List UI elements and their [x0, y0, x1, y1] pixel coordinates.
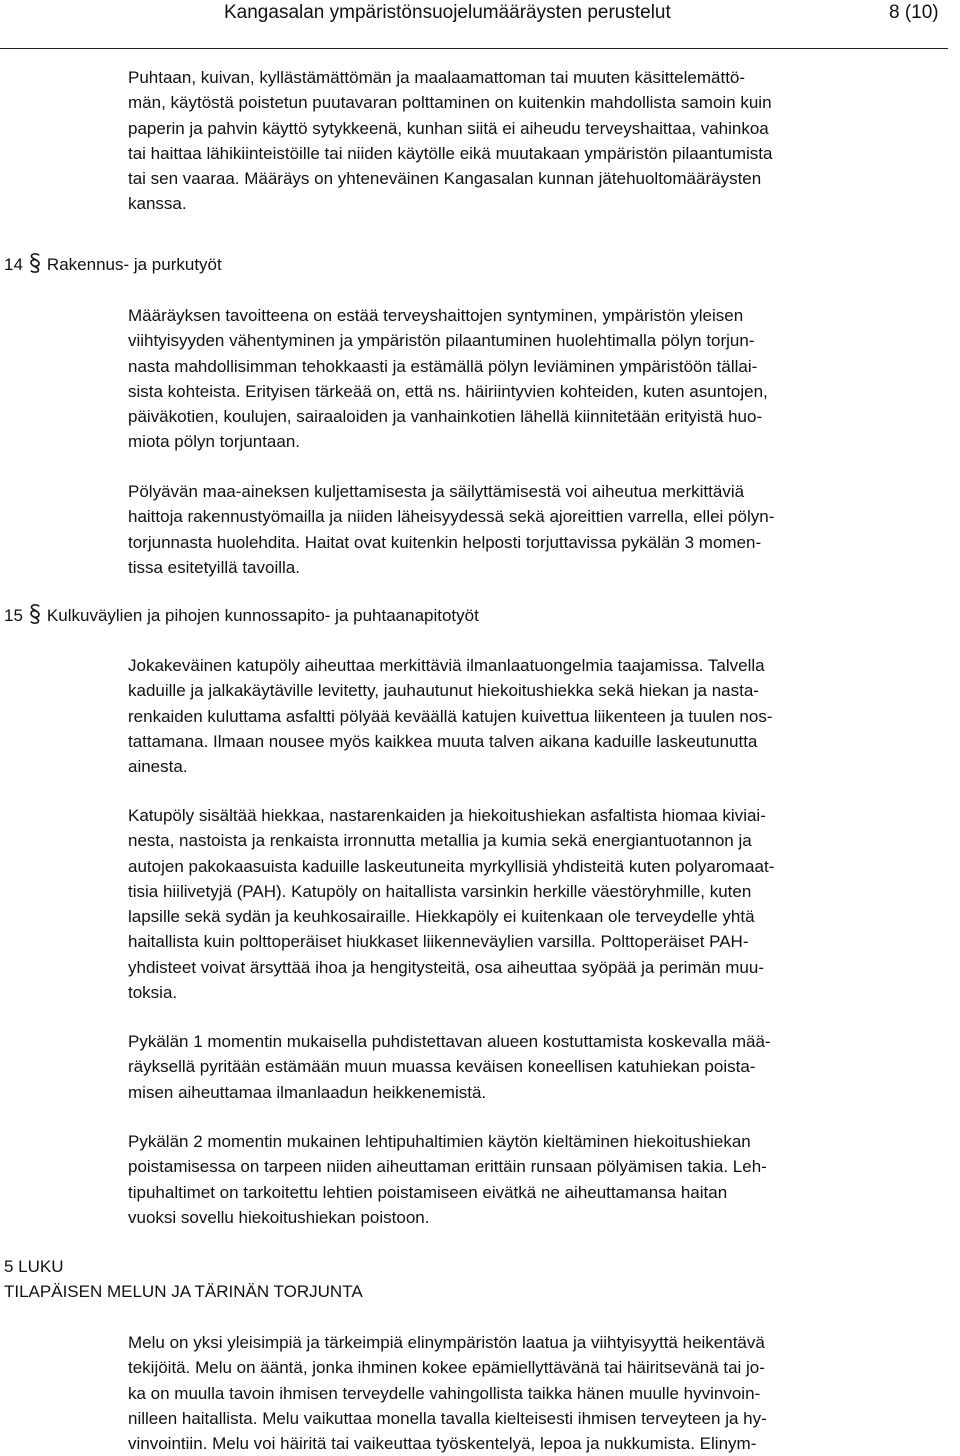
text-line: paperin ja pahvin käyttö sytykkeenä, kunhan siitä ei aiheudu terveyshaittaa, vahinkoa — [128, 118, 769, 138]
text-line: misen aiheuttamaa ilmanlaadun heikkenemistä. — [128, 1082, 487, 1102]
header-divider — [0, 48, 948, 49]
text-line: lapsille sekä sydän ja keuhkosairaille. Hiekkapöly ei kuitenkaan ole terveydelle yhtä — [128, 907, 755, 927]
chapter-title: TILAPÄISEN MELUN JA TÄRINÄN TORJUNTA — [4, 1282, 363, 1301]
chapter-number: 5 LUKU — [4, 1257, 64, 1276]
text-line: tai sen vaaraa. Määräys on yhteneväinen Kangasalan kunnan jätehuoltomääräysten — [128, 169, 762, 189]
text-line: män, käytöstä poistetun puutavaran polttaminen on kuitenkin mahdollista samoin kuin — [128, 93, 772, 113]
chapter-heading — [4, 1254, 363, 1304]
section-number: 15 — [4, 606, 23, 625]
paragraph-moistening — [128, 1029, 771, 1105]
text-line: vuoksi sovellu hiekoitushiekan poistoon. — [128, 1207, 430, 1227]
text-line: Pölyävän maa-aineksen kuljettamisesta ja säilyttämisestä voi aiheutua merkittäviä — [128, 482, 745, 501]
text-line: nilleen haitallista. Melu vaikuttaa monella tavalla kielteisesti ihmisen terveyteen ja hy- — [128, 1408, 767, 1428]
text-line: Melu on yksi yleisimpiä ja tärkeimpiä elinympäristön laatua ja viihtyisyyttä heikentävä — [128, 1333, 765, 1352]
section-title: Kulkuväylien ja pihojen kunnossapito- ja puhtaanapitotyöt — [46, 606, 479, 625]
text-line: tisia hiilivetyjä (PAH). Katupöly on haitallista varsinkin herkille väestöryhmille, kuten — [128, 881, 752, 901]
text-line: torjunnasta huolehdita. Haitat ovat kuitenkin helposti torjuttavissa pykälän 3 momen- — [128, 532, 762, 552]
text-line: päiväkotien, koulujen, sairaaloiden ja vanhainkotien lähellä kiinnitetään erityistä huo- — [128, 407, 763, 427]
text-line: tipuhaltimet on tarkoitettu lehtien poistamiseen eivätkä ne aiheuttamansa haitan — [128, 1182, 728, 1202]
document-title: Kangasalan ympäristönsuojelumääräysten perustelut — [224, 2, 671, 23]
text-line: nesta, nastoista ja renkaista irronnutta metallia ja kumia sekä energiantuotannon ja — [128, 831, 752, 851]
text-line: autojen pakokaasuista kaduille laskeutuneita myrkyllisiä yhdisteitä kuten polyaromaat- — [128, 856, 775, 876]
paragraph-noise — [128, 1330, 767, 1456]
text-line: Pykälän 2 momentin mukainen lehtipuhaltimien käytön kieltäminen hiekoitushiekan — [128, 1132, 751, 1151]
text-line: tai haittaa lähikiinteistöille tai niiden käytölle eikä muutakaan ympäristön pilaantumista — [128, 143, 773, 163]
section-title: Rakennus- ja purkutyöt — [46, 255, 222, 274]
text-line: räyksellä pyritään estämään muun muassa keväisen koneellisen katuhiekan poista- — [128, 1057, 756, 1077]
paragraph-dust-contents — [128, 803, 774, 1005]
section-sign-icon — [27, 252, 43, 274]
section-number: 14 — [4, 255, 23, 274]
text-line: tekijöitä. Melu on ääntä, jonka ihminen kokee epämiellyttävänä tai häiritsevänä tai jo- — [128, 1358, 765, 1378]
text-line: poistamisessa on tarpeen niiden aiheuttaman erittäin runsaan pölyämisen takia. Leh- — [128, 1157, 767, 1177]
text-line: haitallista kuin polttoperäiset hiukkaset liikenneväylien varsilla. Polttoperäiset PAH- — [128, 932, 749, 952]
paragraph-dust-goal — [128, 303, 768, 455]
text-line: toksia. — [128, 983, 178, 1003]
text-line: renkaiden kuluttama asfaltti pölyää keväällä katujen kuivettua liikenteen ja tuulen nos- — [128, 706, 773, 726]
text-line: ka on muulla tavoin ihmisen terveydelle vahingollista taikka hänen muulle hyvinvoin- — [128, 1383, 761, 1403]
text-line: tissa esitetyillä tavoilla. — [128, 557, 300, 577]
text-line: vinvointiin. Melu voi häiritä tai vaikeuttaa työskentelyä, lepoa ja nukkumista. Elinym- — [128, 1434, 757, 1454]
text-line: Määräyksen tavoitteena on estää terveyshaittojen syntyminen, ympäristön yleisen — [128, 306, 744, 325]
text-line: yhdisteet voivat ärsyttää ihoa ja hengitysteitä, osa aiheuttaa syöpää ja perimän muu- — [128, 957, 764, 977]
text-line: tattamana. Ilmaan nousee myös kaikkea muuta talven aikana kaduille laskeutunutta — [128, 731, 758, 751]
section-sign-icon — [27, 603, 43, 625]
paragraph-street-dust — [128, 653, 773, 779]
section-heading-15 — [4, 603, 479, 628]
text-line: haittoja rakennustyömailla ja niiden läheisyydessä sekä ajoreittien varrella, ellei pölyn- — [128, 507, 775, 527]
text-line: viihtyisyyden vähentyminen ja ympäristön pilaantuminen huolehtimalla pölyn torjun- — [128, 331, 755, 351]
text-line: Katupöly sisältää hiekkaa, nastarenkaiden ja hiekoitushiekan asfaltista hiomaa kiviai- — [128, 806, 766, 825]
page-header — [0, 0, 960, 50]
text-line: kaduille ja jalkakäytäville levitetty, jauhautunut hiekoitushiekka sekä hiekan ja nasta- — [128, 681, 759, 701]
text-line: sista kohteista. Erityisen tärkeää on, että ns. häiriintyvien kohteiden, kuten asuntojen, — [128, 381, 768, 401]
text-line: nasta mahdollisimman tehokkaasti ja estämällä pölyn leviäminen ympäristöön tällai- — [128, 356, 758, 376]
page-number: 8 (10) — [889, 2, 939, 23]
text-line: Jokakeväinen katupöly aiheuttaa merkittäviä ilmanlaatuongelmia taajamissa. Talvella — [128, 656, 765, 675]
text-line: miota pölyn torjuntaan. — [128, 432, 300, 452]
section-heading-14 — [4, 252, 222, 277]
paragraph-wood-burning — [128, 65, 772, 217]
text-line: Puhtaan, kuivan, kyllästämättömän ja maalaamattoman tai muuten käsittelemättö- — [128, 68, 746, 87]
text-line: Pykälän 1 momentin mukaisella puhdistettavan alueen kostuttamista koskevalla mää- — [128, 1032, 771, 1051]
paragraph-leaf-blowers — [128, 1129, 767, 1230]
text-line: kanssa. — [128, 194, 187, 214]
text-line: ainesta. — [128, 757, 188, 777]
paragraph-soil-transport — [128, 479, 774, 580]
